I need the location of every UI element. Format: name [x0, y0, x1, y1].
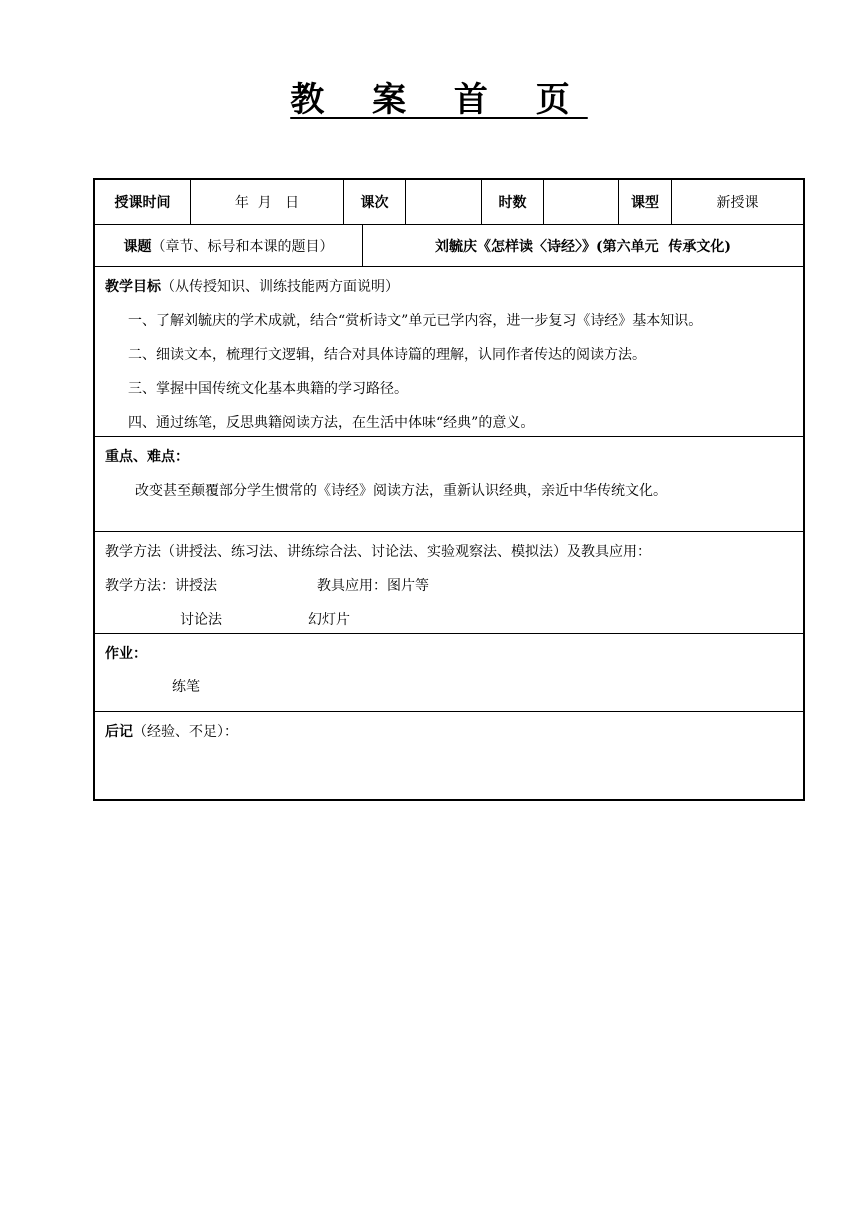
- topic-label-note: （章节、标号和本课的题目）: [151, 238, 334, 255]
- method-label: 教学方法：讲授法: [105, 578, 217, 594]
- topic-label: [95, 225, 363, 266]
- key-points-heading: 重点、难点：: [105, 449, 189, 465]
- header-row: [95, 180, 803, 225]
- date-field[interactable]: 年 月 日: [191, 180, 344, 224]
- tools-label: 教具应用：图片等: [317, 578, 429, 594]
- homework-text: 练笔: [172, 679, 200, 695]
- methods-section: [95, 532, 803, 634]
- type-label: 课型: [619, 180, 672, 224]
- objective-item: 一、了解刘毓庆的学术成就，结合“赏析诗文”单元已学内容，进一步复习《诗经》基本知识。: [128, 313, 703, 329]
- homework-heading: 作业：: [105, 646, 147, 662]
- objective-item: 二、细读文本，梳理行文逻辑，结合对具体诗篇的理解，认同作者传达的阅读方法。: [128, 347, 646, 363]
- topic-label-bold: 课题: [123, 238, 152, 255]
- hours-field[interactable]: [544, 180, 619, 224]
- postscript-heading-note: （经验、不足）：: [133, 724, 238, 740]
- type-field[interactable]: 新授课: [716, 195, 759, 211]
- hours-label: 时数: [482, 180, 544, 224]
- tools-2: 幻灯片: [308, 612, 350, 628]
- lesson-field[interactable]: [406, 180, 482, 224]
- topic-value: 刘毓庆《怎样读〈诗经〉》(第六单元 传承文化): [435, 238, 731, 255]
- topic-row: [95, 225, 803, 267]
- objectives-heading: [105, 276, 399, 296]
- methods-heading: 教学方法（讲授法、练习法、讲练综合法、讨论法、实验观察法、模拟法）及教具应用：: [105, 544, 651, 560]
- time-label: 授课时间: [95, 180, 191, 224]
- postscript-heading-bold: 后记: [105, 724, 133, 740]
- method-2: 讨论法: [180, 612, 222, 628]
- postscript-section: [95, 712, 803, 799]
- objectives-section: [95, 267, 803, 437]
- homework-section: [95, 634, 803, 712]
- objectives-heading-note: （从传授知识、训练技能两方面说明）: [161, 279, 399, 295]
- lesson-label: 课次: [344, 180, 406, 224]
- page-title-text: 教 案 首 页: [290, 80, 588, 120]
- objective-item: 三、掌握中国传统文化基本典籍的学习路径。: [128, 381, 408, 397]
- key-points-section: [95, 437, 803, 532]
- key-points-text: 改变甚至颠覆部分学生惯常的《诗经》阅读方法，重新认识经典，亲近中华传统文化。: [135, 483, 667, 499]
- lesson-plan-table: [93, 178, 805, 801]
- objectives-heading-bold: 教学目标: [105, 279, 161, 295]
- objective-item: 四、通过练笔，反思典籍阅读方法，在生活中体味“经典”的意义。: [128, 415, 535, 431]
- postscript-heading: [105, 721, 238, 741]
- page-title: [0, 72, 860, 121]
